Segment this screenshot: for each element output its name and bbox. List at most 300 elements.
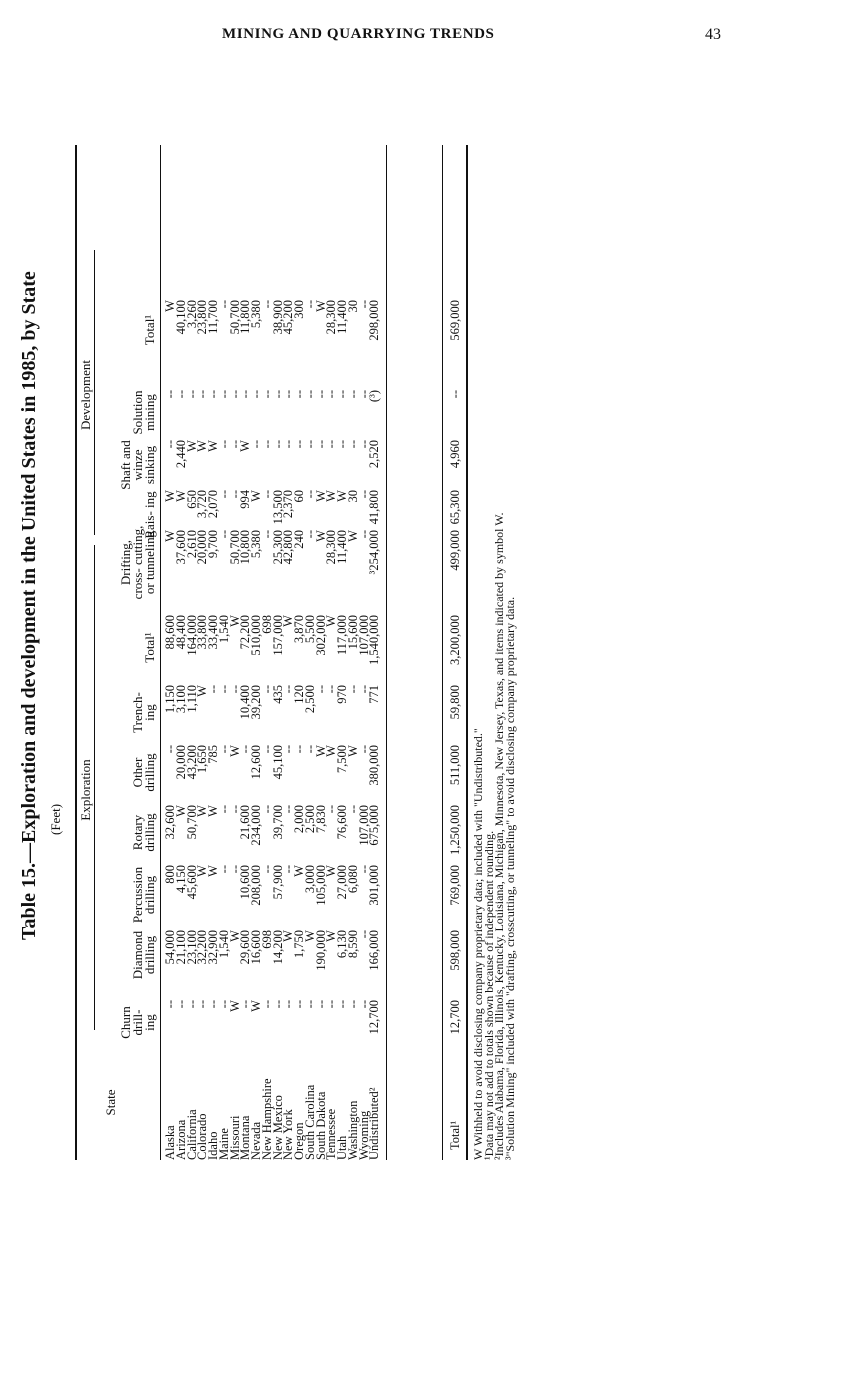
table-cell: 240 bbox=[292, 530, 306, 549]
state-name: Arizona bbox=[173, 1119, 188, 1160]
table-cell: 10,600 bbox=[238, 865, 253, 900]
total-label: Total¹ bbox=[448, 1120, 462, 1150]
table-cell: 3,100 bbox=[173, 685, 188, 714]
table-cell: 11,800 bbox=[238, 300, 253, 334]
table-cell: 38,900 bbox=[270, 300, 285, 335]
table-cell: 234,000 bbox=[249, 805, 263, 846]
table-cell: W bbox=[195, 805, 210, 817]
page-number: 43 bbox=[705, 26, 721, 43]
table-cell: 3,000 bbox=[302, 865, 317, 894]
table-cell: 5,380 bbox=[249, 300, 263, 329]
table-cell: 23,100 bbox=[184, 930, 199, 965]
table-cell: -- bbox=[163, 745, 177, 754]
total-cell: 59,800 bbox=[448, 685, 462, 720]
table-cell: -- bbox=[259, 865, 274, 874]
table-cell: 20,000 bbox=[195, 530, 210, 565]
table-cell: W bbox=[345, 530, 360, 542]
total-cell: 3,200,000 bbox=[448, 615, 462, 665]
pre-total-rule bbox=[442, 145, 443, 1160]
state-name: Undistributed² bbox=[367, 1087, 382, 1160]
table-cell: -- bbox=[259, 530, 274, 539]
table-cell: -- bbox=[216, 390, 231, 399]
table-cell: -- bbox=[335, 1000, 349, 1009]
table-cell: W bbox=[313, 745, 328, 757]
total-cell: 65,300 bbox=[448, 490, 462, 525]
table-cell: ³254,000 bbox=[367, 530, 382, 575]
table-cell: W bbox=[302, 930, 317, 942]
table-cell: -- bbox=[259, 300, 274, 309]
table-cell: 48,400 bbox=[173, 615, 188, 650]
table-cell: -- bbox=[173, 1000, 188, 1009]
table-cell: 43,200 bbox=[184, 745, 199, 780]
table-cell: 300 bbox=[292, 300, 306, 319]
table-cell: 5,380 bbox=[249, 530, 263, 559]
column-header: Solution mining bbox=[130, 390, 157, 435]
table-cell: -- bbox=[302, 1000, 317, 1009]
table-cell: 2,500 bbox=[302, 685, 317, 714]
table-cell: -- bbox=[163, 1000, 177, 1009]
table-cell: -- bbox=[249, 440, 263, 449]
column-header: Rotary drilling bbox=[130, 813, 157, 852]
column-header: Diamond drilling bbox=[130, 930, 157, 980]
table-cell: 40,100 bbox=[173, 300, 188, 335]
table-cell: W bbox=[195, 440, 210, 452]
table-cell: 50,700 bbox=[227, 530, 242, 565]
table-cell: W bbox=[227, 745, 242, 757]
table-cell: W bbox=[184, 440, 199, 452]
table-cell: W bbox=[195, 865, 210, 877]
column-header: Percussion drilling bbox=[130, 866, 157, 924]
table-cell: W bbox=[335, 490, 349, 502]
table-cell: 28,300 bbox=[324, 530, 339, 565]
table-cell: 10,800 bbox=[238, 530, 253, 565]
table-top-rule bbox=[75, 145, 77, 1160]
column-header: Drifting, cross- cutting, or tunneling bbox=[118, 525, 157, 600]
table-cell: 12,700 bbox=[367, 1000, 382, 1035]
table-cell: 42,800 bbox=[281, 530, 296, 565]
state-name: Tennessee bbox=[324, 1108, 339, 1160]
group-development: Development bbox=[78, 359, 93, 431]
table-cell: 27,000 bbox=[335, 865, 349, 900]
table-cell: W bbox=[324, 490, 339, 502]
table-cell: 54,000 bbox=[163, 930, 177, 965]
table-cell: -- bbox=[302, 300, 317, 309]
table-cell: W bbox=[227, 615, 242, 627]
table-cell: W bbox=[227, 930, 242, 942]
table-cell: -- bbox=[335, 390, 349, 399]
table-cell: -- bbox=[281, 685, 296, 694]
table-cell: -- bbox=[206, 390, 220, 399]
table-cell: 7,500 bbox=[335, 745, 349, 774]
table-cell: 1,750 bbox=[292, 930, 306, 959]
table-cell: -- bbox=[313, 685, 328, 694]
table-cell: -- bbox=[313, 390, 328, 399]
table-cell: 30 bbox=[345, 300, 360, 313]
state-name: Montana bbox=[238, 1115, 253, 1160]
table-units: (Feet) bbox=[48, 803, 63, 835]
table-cell: -- bbox=[313, 1000, 328, 1009]
table-cell: -- bbox=[356, 300, 371, 309]
table-cell: W bbox=[227, 1000, 242, 1012]
table-cell: -- bbox=[345, 685, 360, 694]
table-cell: -- bbox=[356, 930, 371, 939]
table-cell: 3,720 bbox=[195, 490, 210, 519]
footnotes bbox=[473, 512, 515, 1160]
table-cell: -- bbox=[259, 805, 274, 814]
table-cell: 33,800 bbox=[195, 615, 210, 650]
table-cell: 15,600 bbox=[345, 615, 360, 650]
table-cell: 301,000 bbox=[367, 865, 382, 906]
rotated-table-page bbox=[10, 60, 830, 1370]
table-cell: W bbox=[313, 530, 328, 542]
table-cell: -- bbox=[216, 1000, 231, 1009]
table-cell: -- bbox=[345, 390, 360, 399]
table-cell: -- bbox=[216, 300, 231, 309]
table-cell: -- bbox=[281, 865, 296, 874]
table-cell: -- bbox=[216, 805, 231, 814]
table-cell: -- bbox=[313, 440, 328, 449]
column-header: Total¹ bbox=[142, 632, 157, 663]
table-cell: 13,500 bbox=[270, 490, 285, 525]
column-header: Other drilling bbox=[130, 753, 157, 792]
table-cell: 28,300 bbox=[324, 300, 339, 335]
column-header: Trench- ing bbox=[130, 692, 157, 733]
table-cell: W bbox=[345, 745, 360, 757]
table-cell: 970 bbox=[335, 685, 349, 704]
table-cell: -- bbox=[345, 805, 360, 814]
total-cell: 569,000 bbox=[448, 300, 462, 341]
table-cell: 3,260 bbox=[184, 300, 199, 329]
table-cell: -- bbox=[259, 490, 274, 499]
table-cell: 5,500 bbox=[302, 615, 317, 644]
table-cell: W bbox=[163, 490, 177, 502]
table-cell: 39,700 bbox=[270, 805, 285, 840]
table-cell: -- bbox=[324, 685, 339, 694]
table-cell: 2,500 bbox=[302, 805, 317, 834]
table-cell: -- bbox=[270, 390, 285, 399]
state-name: California bbox=[184, 1109, 199, 1160]
table-bottom-rule bbox=[466, 145, 468, 1160]
table-cell: 14,200 bbox=[270, 930, 285, 965]
table-cell: -- bbox=[184, 1000, 199, 1009]
table-cell: -- bbox=[216, 685, 231, 694]
table-cell: -- bbox=[163, 440, 177, 449]
exploration-rule bbox=[94, 545, 95, 1030]
table-cell: 107,000 bbox=[356, 615, 371, 656]
total-cell: 499,000 bbox=[448, 530, 462, 571]
table-cell: 11,400 bbox=[335, 300, 349, 334]
table-cell: -- bbox=[195, 1000, 210, 1009]
table-cell: 21,100 bbox=[173, 930, 188, 965]
table-cell: 9,700 bbox=[206, 530, 220, 559]
table-cell: -- bbox=[356, 490, 371, 499]
table-cell: -- bbox=[356, 685, 371, 694]
table-cell: W bbox=[281, 930, 296, 942]
table-cell: 698 bbox=[259, 615, 274, 634]
table-cell: -- bbox=[302, 530, 317, 539]
table-cell: -- bbox=[216, 440, 231, 449]
table-cell: -- bbox=[292, 745, 306, 754]
table-cell: W bbox=[206, 440, 220, 452]
state-name: New York bbox=[281, 1109, 296, 1160]
table-cell: -- bbox=[356, 1000, 371, 1009]
table-cell: 1,540 bbox=[216, 615, 231, 644]
table-cell: 45,200 bbox=[281, 300, 296, 335]
table-cell: -- bbox=[270, 440, 285, 449]
table-cell: -- bbox=[259, 745, 274, 754]
table-cell: W bbox=[324, 930, 339, 942]
table-cell: 6,080 bbox=[345, 865, 360, 894]
table-cell: -- bbox=[356, 745, 371, 754]
table-cell: -- bbox=[324, 805, 339, 814]
total-cell: -- bbox=[448, 390, 462, 399]
column-header: Churn drill- ing bbox=[118, 1006, 157, 1039]
table-cell: 800 bbox=[163, 865, 177, 884]
table-cell: 785 bbox=[206, 745, 220, 764]
table-cell: 4,150 bbox=[173, 865, 188, 894]
table-cell: 32,600 bbox=[163, 805, 177, 840]
table-cell: 1,150 bbox=[163, 685, 177, 714]
table-cell: 25,300 bbox=[270, 530, 285, 565]
table-cell: 57,900 bbox=[270, 865, 285, 900]
table-cell: 45,100 bbox=[270, 745, 285, 780]
table-cell: W bbox=[173, 490, 188, 502]
pre-undistributed-rule bbox=[386, 145, 387, 1160]
table-cell: 11,400 bbox=[335, 530, 349, 564]
table-cell: -- bbox=[281, 440, 296, 449]
running-title: MINING AND QUARRYING TRENDS bbox=[222, 26, 495, 42]
table-cell: -- bbox=[302, 440, 317, 449]
table-cell: 11,700 bbox=[206, 300, 220, 334]
table-cell: 37,600 bbox=[173, 530, 188, 565]
table-cell: -- bbox=[238, 1000, 253, 1009]
total-cell: 598,000 bbox=[448, 930, 462, 971]
table-cell: 72,200 bbox=[238, 615, 253, 650]
table-cell: 32,900 bbox=[206, 930, 220, 965]
table-cell: 107,000 bbox=[356, 805, 371, 846]
table-cell: 45,600 bbox=[184, 865, 199, 900]
table-cell: 16,600 bbox=[249, 930, 263, 965]
table-cell: -- bbox=[292, 440, 306, 449]
table-cell: 60 bbox=[292, 490, 306, 503]
state-name: Washington bbox=[345, 1100, 360, 1160]
table-cell: 698 bbox=[259, 930, 274, 949]
table-cell: -- bbox=[335, 440, 349, 449]
table-cell: W bbox=[238, 440, 253, 452]
table-cell: W bbox=[313, 300, 328, 312]
table-cell: 164,000 bbox=[184, 615, 199, 656]
table-cell: 166,000 bbox=[367, 930, 382, 971]
state-name: Oregon bbox=[292, 1122, 306, 1160]
state-name: New Hampshire bbox=[259, 1078, 274, 1160]
footnote: W Withheld to avoid disclosing company proprietary data; included with "Undistributed." bbox=[471, 728, 485, 1160]
table-cell: W bbox=[195, 685, 210, 697]
table-cell: 39,200 bbox=[249, 685, 263, 720]
column-header: State bbox=[103, 1089, 118, 1116]
state-name: Colorado bbox=[195, 1113, 210, 1160]
table-cell: 32,200 bbox=[195, 930, 210, 965]
table-cell: 120 bbox=[292, 685, 306, 704]
table-cell: -- bbox=[206, 1000, 220, 1009]
table-cell: 1,540,000 bbox=[367, 615, 382, 665]
table-cell: -- bbox=[216, 490, 231, 499]
table-cell: -- bbox=[163, 390, 177, 399]
table-cell: 6,130 bbox=[335, 930, 349, 959]
state-name: South Dakota bbox=[313, 1091, 328, 1160]
table-cell: -- bbox=[292, 1000, 306, 1009]
table-cell: 2,370 bbox=[281, 490, 296, 519]
table-cell: W bbox=[206, 865, 220, 877]
footnote: ³"Solution Mining" included with "drafting, crosscutting, or tunneling" to avoid disclosing company proprietary data. bbox=[502, 596, 517, 1160]
column-header: Shaft and winze sinking bbox=[118, 440, 157, 490]
table-cell: 20,000 bbox=[173, 745, 188, 780]
table-cell: 190,000 bbox=[313, 930, 328, 971]
table-cell: 30 bbox=[345, 490, 360, 503]
table-cell: -- bbox=[227, 685, 242, 694]
table-cell: 2,440 bbox=[173, 440, 188, 469]
table-cell: 12,600 bbox=[249, 745, 263, 780]
table-cell: 2,000 bbox=[292, 805, 306, 834]
table-cell: -- bbox=[324, 440, 339, 449]
table-cell: W bbox=[313, 490, 328, 502]
table-cell: -- bbox=[227, 865, 242, 874]
table-cell: W bbox=[249, 1000, 263, 1012]
table-cell: 1,110 bbox=[184, 685, 199, 713]
table-cell: -- bbox=[206, 685, 220, 694]
table-cell: W bbox=[249, 490, 263, 502]
state-name: Wyoming bbox=[356, 1110, 371, 1160]
table-cell: -- bbox=[324, 1000, 339, 1009]
state-name: New Mexico bbox=[270, 1095, 285, 1160]
state-name: Maine bbox=[216, 1128, 231, 1160]
table-cell: -- bbox=[238, 745, 253, 754]
table-cell: W bbox=[206, 805, 220, 817]
column-header: Total¹ bbox=[142, 314, 157, 346]
table-cell: -- bbox=[281, 745, 296, 754]
table-cell: 2,610 bbox=[184, 530, 199, 559]
table-cell: -- bbox=[302, 390, 317, 399]
table-cell: W bbox=[173, 805, 188, 817]
table-cell: 675,000 bbox=[367, 805, 382, 846]
table-cell: W bbox=[324, 865, 339, 877]
table-cell: 29,600 bbox=[238, 930, 253, 965]
table-cell: 3,870 bbox=[292, 615, 306, 644]
table-cell: -- bbox=[238, 390, 253, 399]
table-cell: -- bbox=[227, 390, 242, 399]
table-cell: -- bbox=[259, 1000, 274, 1009]
table-cell: 10,400 bbox=[238, 685, 253, 720]
table-cell: W bbox=[292, 865, 306, 877]
table-cell: -- bbox=[345, 1000, 360, 1009]
table-cell: -- bbox=[302, 490, 317, 499]
table-cell: -- bbox=[259, 685, 274, 694]
total-cell: 511,000 bbox=[448, 745, 462, 786]
table-cell: 33,400 bbox=[206, 615, 220, 650]
group-exploration: Exploration bbox=[78, 759, 93, 821]
table-cell: 994 bbox=[238, 490, 253, 509]
table-cell: -- bbox=[216, 530, 231, 539]
state-name: South Carolina bbox=[302, 1084, 317, 1160]
table-cell: W bbox=[163, 530, 177, 542]
total-cell: 12,700 bbox=[448, 1000, 462, 1035]
table-cell: W bbox=[324, 745, 339, 757]
table-cell: 2,520 bbox=[367, 440, 382, 469]
state-name: Nevada bbox=[249, 1121, 263, 1160]
table-cell: 88,600 bbox=[163, 615, 177, 650]
table-cell: -- bbox=[270, 1000, 285, 1009]
table-cell: 2,070 bbox=[206, 490, 220, 519]
table-cell: 302,000 bbox=[313, 615, 328, 656]
table-cell: -- bbox=[259, 440, 274, 449]
table-cell: -- bbox=[356, 390, 371, 399]
table-cell: 1,650 bbox=[195, 745, 210, 774]
table-cell: -- bbox=[356, 530, 371, 539]
table-cell: -- bbox=[281, 1000, 296, 1009]
running-head bbox=[0, 26, 856, 46]
state-name: Alaska bbox=[163, 1125, 177, 1160]
table-cell: 117,000 bbox=[335, 615, 349, 656]
table-cell: 76,600 bbox=[335, 805, 349, 840]
table-cell: (³) bbox=[367, 390, 382, 403]
table-cell: 50,700 bbox=[184, 805, 199, 840]
table-cell: -- bbox=[345, 440, 360, 449]
table-cell: W bbox=[281, 615, 296, 627]
table-cell: 435 bbox=[270, 685, 285, 704]
table-title: Table 15.—Exploration and development in the United States in 1985, by State bbox=[18, 271, 40, 940]
table-cell: -- bbox=[227, 440, 242, 449]
table-cell: -- bbox=[356, 440, 371, 449]
development-rule bbox=[94, 250, 95, 535]
table-cell: 23,800 bbox=[195, 300, 210, 335]
state-name: Utah bbox=[335, 1135, 349, 1160]
table-cell: -- bbox=[227, 490, 242, 499]
table-cell: 650 bbox=[184, 490, 199, 509]
table-cell: 208,000 bbox=[249, 865, 263, 906]
table-cell: -- bbox=[173, 390, 188, 399]
table-cell: -- bbox=[259, 390, 274, 399]
table-cell: 1,540 bbox=[216, 930, 231, 959]
table-cell: -- bbox=[281, 805, 296, 814]
table-cell: 8,590 bbox=[345, 930, 360, 959]
table-cell: -- bbox=[216, 745, 231, 754]
table-cell: 298,000 bbox=[367, 300, 382, 341]
table-cell: -- bbox=[356, 865, 371, 874]
footnote: ¹Data may not add to totals shown because of independent rounding. bbox=[481, 830, 496, 1160]
table-cell: -- bbox=[281, 390, 296, 399]
table-cell: W bbox=[324, 615, 339, 627]
total-cell: 1,250,000 bbox=[448, 805, 462, 855]
table-cell: 157,000 bbox=[270, 615, 285, 656]
state-name: Missouri bbox=[227, 1115, 242, 1160]
table-cell: -- bbox=[216, 865, 231, 874]
table-cell: -- bbox=[249, 390, 263, 399]
table-cell: 105,000 bbox=[313, 865, 328, 906]
table-cell: 7,830 bbox=[313, 805, 328, 834]
table-cell: -- bbox=[302, 745, 317, 754]
table-cell: 50,700 bbox=[227, 300, 242, 335]
header-bottom-rule bbox=[160, 145, 161, 1160]
table-cell: 380,000 bbox=[367, 745, 382, 786]
table-cell: 510,000 bbox=[249, 615, 263, 656]
footnote: ²Includes Alabama, Florida, Illinois, Kentucky, Louisiana, Michigan, Minnesota, New Jersey, Texas, and items indicated by symbol W. bbox=[492, 512, 507, 1160]
table-cell: -- bbox=[292, 390, 306, 399]
total-cell: 4,960 bbox=[448, 440, 462, 469]
table-cell: -- bbox=[195, 390, 210, 399]
table-cell: 21,600 bbox=[238, 805, 253, 840]
table-cell: -- bbox=[324, 390, 339, 399]
table-cell: -- bbox=[227, 805, 242, 814]
column-header: Rais- ing bbox=[142, 491, 157, 539]
